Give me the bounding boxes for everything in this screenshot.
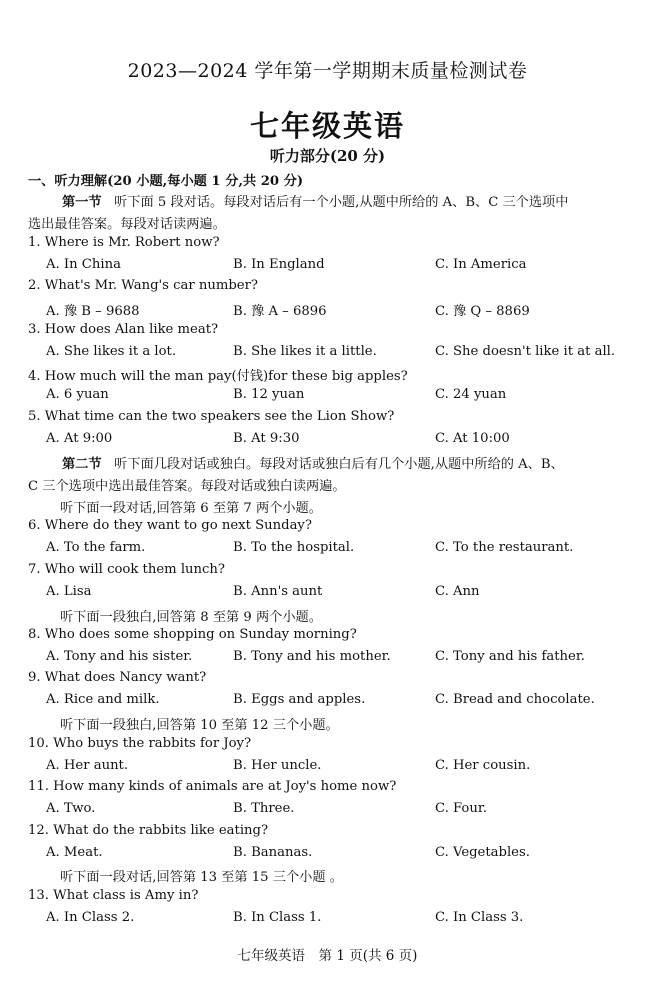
part2-label: 第二节 — [62, 457, 102, 472]
question-13: 13. What class is Amy in? — [28, 888, 199, 903]
question-4-option-b: B. 12 yuan — [233, 387, 305, 402]
question-5-option-b: B. At 9:30 — [233, 431, 300, 446]
question-12-option-c: C. Vegetables. — [435, 845, 530, 860]
part2-instructions — [62, 453, 564, 472]
question-10-option-b: B. Her uncle. — [233, 758, 322, 773]
question-6-option-c: C. To the restaurant. — [435, 540, 574, 555]
question-9-option-a: A. Rice and milk. — [46, 692, 160, 707]
question-1: 1. Where is Mr. Robert now? — [28, 235, 220, 250]
question-5-option-c: C. At 10:00 — [435, 431, 510, 446]
question-2-option-c: C. 豫 Q – 8869 — [435, 304, 530, 319]
question-6: 6. Where do they want to go next Sunday? — [28, 518, 312, 533]
question-10: 10. Who buys the rabbits for Joy? — [28, 736, 252, 751]
question-4-option-a: A. 6 yuan — [46, 387, 109, 402]
part1-instructions — [62, 191, 568, 210]
exam-title: 2023—2024 学年第一学期期末质量检测试卷 — [127, 60, 528, 82]
question-4-option-c: C. 24 yuan — [435, 387, 507, 402]
question-5: 5. What time can the two speakers see the Lion Show? — [28, 409, 395, 424]
question-1-option-a: A. In China — [46, 257, 121, 272]
question-12-option-b: B. Bananas. — [233, 845, 313, 860]
part1-instr-line2: 选出最佳答案。每段对话读两遍。 — [28, 217, 226, 232]
question-8-option-b: B. Tony and his mother. — [233, 649, 391, 664]
question-2-option-b: B. 豫 A – 6896 — [233, 304, 327, 319]
sub-instruction-10-12: 听下面一段独白,回答第 10 至第 12 三个小题。 — [60, 718, 339, 733]
part2-instr-line2: C 三个选项中选出最佳答案。每段对话或独白读两遍。 — [28, 479, 346, 494]
question-1-option-c: C. In America — [435, 257, 527, 272]
section-heading: 一、听力理解(20 小题,每小题 1 分,共 20 分) — [28, 174, 304, 189]
question-7-option-c: C. Ann — [435, 584, 480, 599]
question-11: 11. How many kinds of animals are at Joy's home now? — [28, 779, 397, 794]
part1-instr-line1: 听下面 5 段对话。每段对话后有一个小题,从题中所给的 A、B、C 三个选项中 — [114, 195, 569, 210]
question-8-option-a: A. Tony and his sister. — [46, 649, 193, 664]
part-heading: 听力部分(20 分) — [269, 147, 386, 165]
question-6-option-b: B. To the hospital. — [233, 540, 355, 555]
question-11-option-a: A. Two. — [46, 801, 96, 816]
question-5-option-a: A. At 9:00 — [46, 431, 113, 446]
question-6-option-a: A. To the farm. — [46, 540, 146, 555]
question-7-option-a: A. Lisa — [46, 584, 92, 599]
question-2-option-a: A. 豫 B – 9688 — [46, 304, 140, 319]
question-13-option-c: C. In Class 3. — [435, 910, 524, 925]
question-3: 3. How does Alan like meat? — [28, 322, 219, 337]
question-13-option-a: A. In Class 2. — [46, 910, 135, 925]
sub-instruction-6-7: 听下面一段对话,回答第 6 至第 7 两个小题。 — [60, 501, 322, 516]
question-2: 2. What's Mr. Wang's car number? — [28, 278, 258, 293]
question-7-option-b: B. Ann's aunt — [233, 584, 323, 599]
question-12-option-a: A. Meat. — [46, 845, 103, 860]
question-3-option-a: A. She likes it a lot. — [46, 344, 177, 359]
question-1-option-b: B. In England — [233, 257, 325, 272]
question-11-option-b: B. Three. — [233, 801, 295, 816]
part1-label: 第一节 — [62, 195, 102, 210]
page-footer: 七年级英语 第 1 页(共 6 页) — [237, 948, 418, 964]
question-3-option-b: B. She likes it a little. — [233, 344, 377, 359]
part2-instr-line1: 听下面几段对话或独白。每段对话或独白后有几个小题,从题中所给的 A、B、 — [114, 457, 564, 472]
question-10-option-a: A. Her aunt. — [46, 758, 129, 773]
question-10-option-c: C. Her cousin. — [435, 758, 531, 773]
question-8: 8. Who does some shopping on Sunday morning? — [28, 627, 357, 642]
question-4: 4. How much will the man pay(付钱)for these big apples? — [28, 369, 408, 384]
question-9-option-b: B. Eggs and apples. — [233, 692, 366, 707]
question-11-option-c: C. Four. — [435, 801, 487, 816]
question-3-option-c: C. She doesn't like it at all. — [435, 344, 616, 359]
question-9-option-c: C. Bread and chocolate. — [435, 692, 595, 707]
question-8-option-c: C. Tony and his father. — [435, 649, 585, 664]
question-13-option-b: B. In Class 1. — [233, 910, 322, 925]
question-7: 7. Who will cook them lunch? — [28, 562, 225, 577]
sub-instruction-8-9: 听下面一段独白,回答第 8 至第 9 两个小题。 — [60, 610, 322, 625]
sub-instruction-13-15: 听下面一段对话,回答第 13 至第 15 三个小题 。 — [60, 870, 343, 885]
subject-title: 七年级英语 — [249, 109, 405, 143]
question-12: 12. What do the rabbits like eating? — [28, 823, 269, 838]
question-9: 9. What does Nancy want? — [28, 670, 207, 685]
